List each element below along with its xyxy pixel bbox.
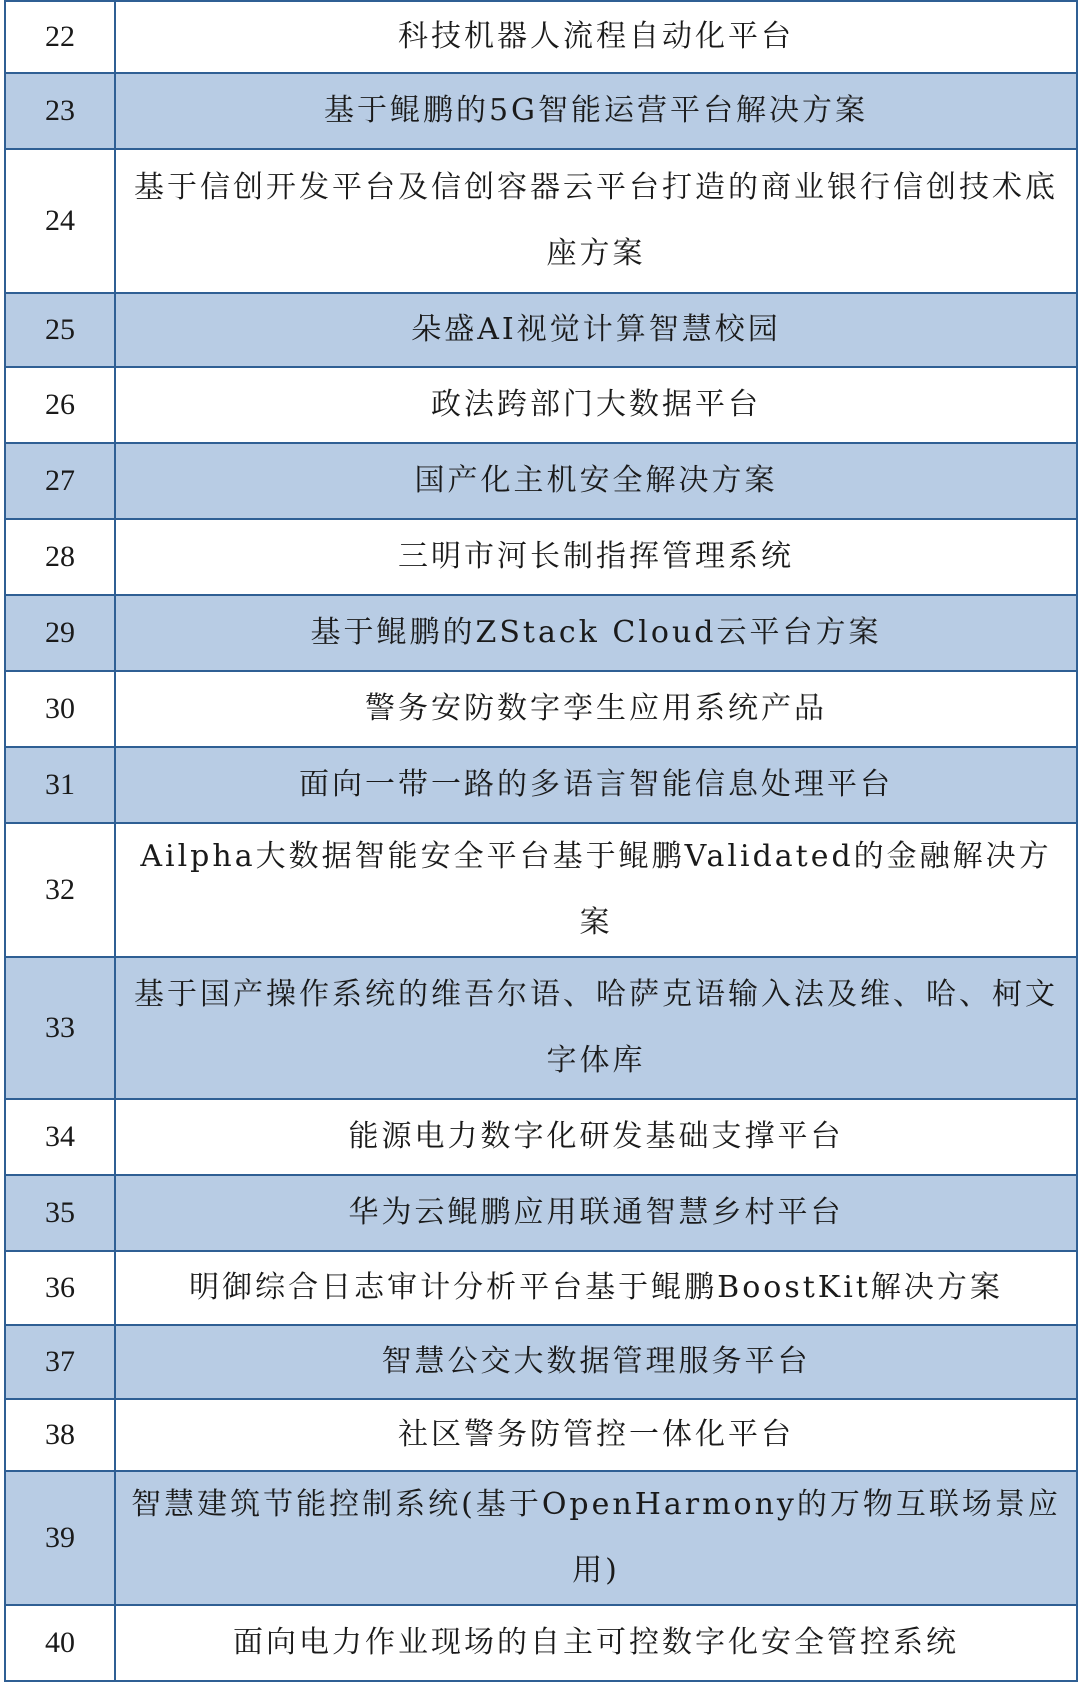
project-name: 智慧建筑节能控制系统(基于OpenHarmony的万物互联场景应用) xyxy=(115,1471,1077,1605)
project-name: 面向电力作业现场的自主可控数字化安全管控系统 xyxy=(115,1605,1077,1681)
table-row xyxy=(5,1,1077,73)
table-row xyxy=(5,1471,1077,1605)
row-number: 35 xyxy=(5,1175,115,1251)
table-row xyxy=(5,823,1077,957)
table-row xyxy=(5,443,1077,519)
project-name: 国产化主机安全解决方案 xyxy=(115,443,1077,519)
project-name: 三明市河长制指挥管理系统 xyxy=(115,519,1077,595)
table-row xyxy=(5,149,1077,293)
project-name: Ailpha大数据智能安全平台基于鲲鹏Validated的金融解决方案 xyxy=(115,823,1077,957)
project-name: 面向一带一路的多语言智能信息处理平台 xyxy=(115,747,1077,823)
table-row xyxy=(5,1099,1077,1175)
project-name: 明御综合日志审计分析平台基于鲲鹏BoostKit解决方案 xyxy=(115,1251,1077,1325)
row-number: 26 xyxy=(5,367,115,443)
table-body xyxy=(5,1,1077,1681)
table-row xyxy=(5,293,1077,367)
table-row xyxy=(5,1251,1077,1325)
project-table xyxy=(4,0,1078,1682)
project-name: 基于国产操作系统的维吾尔语、哈萨克语输入法及维、哈、柯文字体库 xyxy=(115,957,1077,1099)
row-number: 33 xyxy=(5,957,115,1099)
project-name: 社区警务防管控一体化平台 xyxy=(115,1399,1077,1471)
project-name: 基于鲲鹏的ZStack Cloud云平台方案 xyxy=(115,595,1077,671)
project-name: 能源电力数字化研发基础支撑平台 xyxy=(115,1099,1077,1175)
table-row xyxy=(5,1605,1077,1681)
table-row xyxy=(5,957,1077,1099)
table-row xyxy=(5,519,1077,595)
row-number: 24 xyxy=(5,149,115,293)
row-number: 34 xyxy=(5,1099,115,1175)
row-number: 39 xyxy=(5,1471,115,1605)
project-name: 朵盛AI视觉计算智慧校园 xyxy=(115,293,1077,367)
row-number: 31 xyxy=(5,747,115,823)
row-number: 32 xyxy=(5,823,115,957)
row-number: 27 xyxy=(5,443,115,519)
row-number: 22 xyxy=(5,1,115,73)
project-name: 警务安防数字孪生应用系统产品 xyxy=(115,671,1077,747)
row-number: 29 xyxy=(5,595,115,671)
table-row xyxy=(5,671,1077,747)
project-name: 智慧公交大数据管理服务平台 xyxy=(115,1325,1077,1399)
project-name: 华为云鲲鹏应用联通智慧乡村平台 xyxy=(115,1175,1077,1251)
row-number: 40 xyxy=(5,1605,115,1681)
table-row xyxy=(5,1325,1077,1399)
row-number: 30 xyxy=(5,671,115,747)
table-row xyxy=(5,1175,1077,1251)
row-number: 28 xyxy=(5,519,115,595)
table-row xyxy=(5,73,1077,149)
row-number: 25 xyxy=(5,293,115,367)
row-number: 37 xyxy=(5,1325,115,1399)
project-name: 基于鲲鹏的5G智能运营平台解决方案 xyxy=(115,73,1077,149)
project-name: 基于信创开发平台及信创容器云平台打造的商业银行信创技术底座方案 xyxy=(115,149,1077,293)
row-number: 38 xyxy=(5,1399,115,1471)
project-name: 政法跨部门大数据平台 xyxy=(115,367,1077,443)
row-number: 23 xyxy=(5,73,115,149)
table-row xyxy=(5,1399,1077,1471)
project-name: 科技机器人流程自动化平台 xyxy=(115,1,1077,73)
row-number: 36 xyxy=(5,1251,115,1325)
table-row xyxy=(5,367,1077,443)
table-row xyxy=(5,595,1077,671)
table-row xyxy=(5,747,1077,823)
